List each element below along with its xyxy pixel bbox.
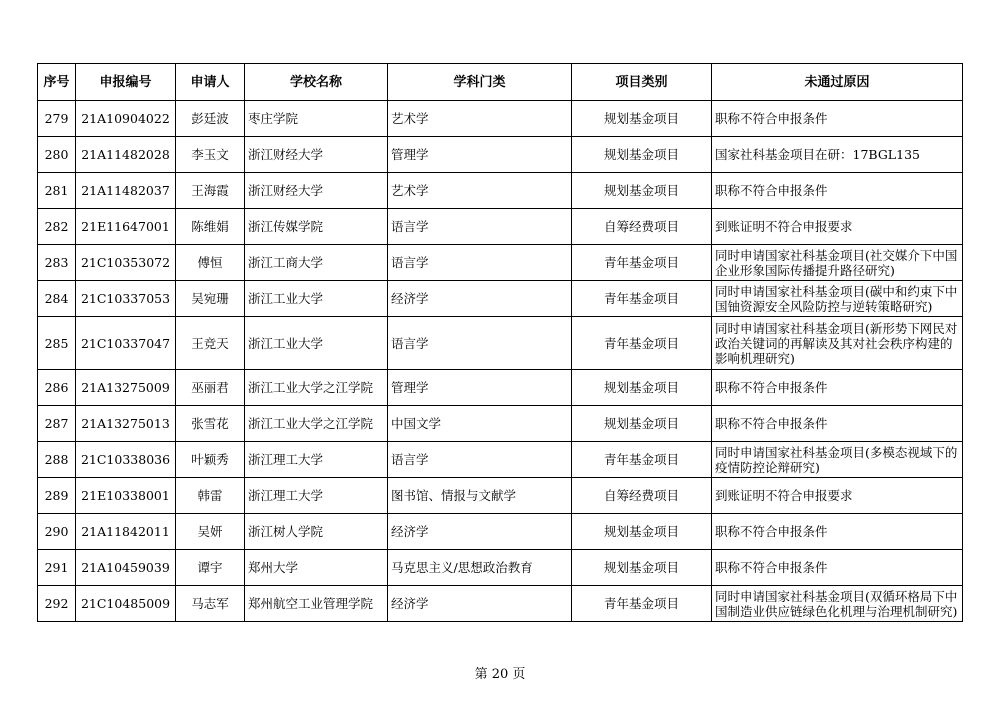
cell-school: 浙江工业大学: [245, 281, 388, 317]
cell-reason: 同时申请国家社科基金项目(双循环格局下中国制造业供应链绿色化机理与治理机制研究): [712, 586, 963, 622]
cell-applicant: 傅恒: [176, 245, 245, 281]
header-no: 序号: [38, 64, 76, 101]
cell-school: 浙江财经大学: [245, 137, 388, 173]
cell-reason: 国家社科基金项目在研：17BGL135: [712, 137, 963, 173]
cell-school: 浙江树人学院: [245, 514, 388, 550]
rejection-table: [37, 63, 963, 622]
cell-code: 21C10337047: [76, 317, 176, 370]
cell-reason: 到账证明不符合申报要求: [712, 209, 963, 245]
cell-subject: 语言学: [388, 245, 572, 281]
cell-reason: 同时申请国家社科基金项目(多模态视域下的疫情防控论辩研究): [712, 442, 963, 478]
table-row: [38, 281, 963, 317]
cell-category: 青年基金项目: [572, 317, 712, 370]
cell-reason: 职称不符合申报条件: [712, 406, 963, 442]
cell-subject: 管理学: [388, 370, 572, 406]
header-reason: 未通过原因: [712, 64, 963, 101]
cell-no: 281: [38, 173, 76, 209]
cell-category: 规划基金项目: [572, 550, 712, 586]
cell-school: 浙江理工大学: [245, 478, 388, 514]
cell-subject: 语言学: [388, 317, 572, 370]
cell-code: 21C10485009: [76, 586, 176, 622]
cell-category: 青年基金项目: [572, 442, 712, 478]
table-row: [38, 370, 963, 406]
cell-reason: 职称不符合申报条件: [712, 173, 963, 209]
cell-applicant: 王竞天: [176, 317, 245, 370]
cell-applicant: 吴妍: [176, 514, 245, 550]
cell-category: 青年基金项目: [572, 281, 712, 317]
cell-no: 288: [38, 442, 76, 478]
cell-reason: 职称不符合申报条件: [712, 370, 963, 406]
cell-school: 浙江理工大学: [245, 442, 388, 478]
cell-no: 283: [38, 245, 76, 281]
cell-subject: 语言学: [388, 209, 572, 245]
cell-no: 285: [38, 317, 76, 370]
table-row: [38, 245, 963, 281]
header-code: 申报编号: [76, 64, 176, 101]
cell-subject: 图书馆、情报与文献学: [388, 478, 572, 514]
cell-reason: 同时申请国家社科基金项目(碳中和约束下中国铀资源安全风险防控与逆转策略研究): [712, 281, 963, 317]
table-row: [38, 406, 963, 442]
table-row: [38, 317, 963, 370]
cell-category: 自筹经费项目: [572, 478, 712, 514]
table-row: [38, 478, 963, 514]
table-row: [38, 514, 963, 550]
cell-category: 青年基金项目: [572, 586, 712, 622]
cell-category: 青年基金项目: [572, 245, 712, 281]
cell-applicant: 巫丽君: [176, 370, 245, 406]
cell-school: 郑州航空工业管理学院: [245, 586, 388, 622]
cell-category: 规划基金项目: [572, 370, 712, 406]
cell-code: 21C10353072: [76, 245, 176, 281]
header-category: 项目类别: [572, 64, 712, 101]
cell-subject: 管理学: [388, 137, 572, 173]
cell-applicant: 叶颖秀: [176, 442, 245, 478]
cell-code: 21C10337053: [76, 281, 176, 317]
cell-code: 21A13275009: [76, 370, 176, 406]
cell-applicant: 谭宇: [176, 550, 245, 586]
cell-school: 浙江传媒学院: [245, 209, 388, 245]
cell-no: 279: [38, 101, 76, 137]
cell-applicant: 马志军: [176, 586, 245, 622]
table-row: [38, 442, 963, 478]
cell-category: 规划基金项目: [572, 173, 712, 209]
cell-school: 浙江工业大学之江学院: [245, 370, 388, 406]
cell-school: 浙江工业大学之江学院: [245, 406, 388, 442]
cell-school: 浙江工商大学: [245, 245, 388, 281]
cell-applicant: 彭廷波: [176, 101, 245, 137]
table-row: [38, 101, 963, 137]
cell-applicant: 吴宛珊: [176, 281, 245, 317]
cell-category: 自筹经费项目: [572, 209, 712, 245]
cell-subject: 马克思主义/思想政治教育: [388, 550, 572, 586]
table-row: [38, 209, 963, 245]
cell-no: 282: [38, 209, 76, 245]
cell-applicant: 王海霞: [176, 173, 245, 209]
cell-no: 290: [38, 514, 76, 550]
cell-subject: 艺术学: [388, 101, 572, 137]
cell-subject: 艺术学: [388, 173, 572, 209]
cell-applicant: 陈维娟: [176, 209, 245, 245]
cell-no: 287: [38, 406, 76, 442]
cell-applicant: 李玉文: [176, 137, 245, 173]
cell-code: 21A13275013: [76, 406, 176, 442]
cell-subject: 语言学: [388, 442, 572, 478]
cell-reason: 职称不符合申报条件: [712, 514, 963, 550]
cell-code: 21E11647001: [76, 209, 176, 245]
cell-no: 284: [38, 281, 76, 317]
cell-applicant: 张雪花: [176, 406, 245, 442]
header-applicant: 申请人: [176, 64, 245, 101]
cell-no: 286: [38, 370, 76, 406]
cell-subject: 中国文学: [388, 406, 572, 442]
header-row: [38, 64, 963, 101]
cell-category: 规划基金项目: [572, 137, 712, 173]
header-school: 学校名称: [245, 64, 388, 101]
cell-no: 280: [38, 137, 76, 173]
cell-subject: 经济学: [388, 586, 572, 622]
cell-code: 21A11842011: [76, 514, 176, 550]
cell-reason: 同时申请国家社科基金项目(社交媒介下中国企业形象国际传播提升路径研究): [712, 245, 963, 281]
cell-school: 枣庄学院: [245, 101, 388, 137]
cell-code: 21A11482037: [76, 173, 176, 209]
cell-reason: 职称不符合申报条件: [712, 550, 963, 586]
cell-school: 浙江工业大学: [245, 317, 388, 370]
table-row: [38, 550, 963, 586]
cell-code: 21A10904022: [76, 101, 176, 137]
cell-school: 郑州大学: [245, 550, 388, 586]
cell-category: 规划基金项目: [572, 514, 712, 550]
cell-category: 规划基金项目: [572, 406, 712, 442]
cell-reason: 同时申请国家社科基金项目(新形势下网民对政治关键词的再解读及其对社会秩序构建的影响机理研究): [712, 317, 963, 370]
cell-subject: 经济学: [388, 281, 572, 317]
cell-no: 289: [38, 478, 76, 514]
cell-reason: 职称不符合申报条件: [712, 101, 963, 137]
cell-no: 291: [38, 550, 76, 586]
header-subject: 学科门类: [388, 64, 572, 101]
page-number: 第 20 页: [474, 667, 526, 682]
cell-code: 21E10338001: [76, 478, 176, 514]
table-row: [38, 173, 963, 209]
cell-no: 292: [38, 586, 76, 622]
cell-applicant: 韩雷: [176, 478, 245, 514]
cell-subject: 经济学: [388, 514, 572, 550]
table-row: [38, 137, 963, 173]
table-row: [38, 586, 963, 622]
cell-code: 21C10338036: [76, 442, 176, 478]
cell-code: 21A11482028: [76, 137, 176, 173]
cell-school: 浙江财经大学: [245, 173, 388, 209]
cell-category: 规划基金项目: [572, 101, 712, 137]
cell-reason: 到账证明不符合申报要求: [712, 478, 963, 514]
cell-code: 21A10459039: [76, 550, 176, 586]
